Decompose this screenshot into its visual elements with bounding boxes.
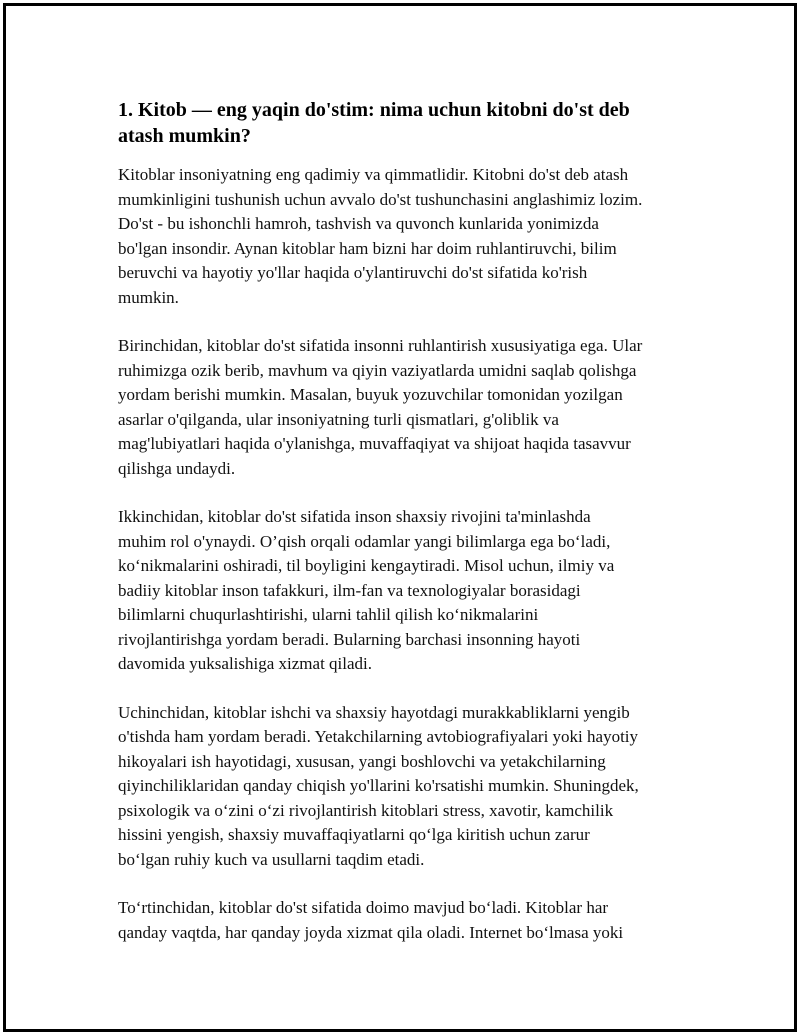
paragraph-line: bo‘lgan ruhiy kuch va usullarni taqdim etadi. [118, 849, 425, 869]
paragraph-line: bilimlarni chuqurlashtirishi, ularni tahlil qilish ko‘nikmalarini [118, 605, 539, 624]
paragraph-line: hikoyalari ish hayotidagi, xususan, yangi boshlovchi va yetakchilarning [118, 751, 606, 771]
paragraph-line: Do'st - bu ishonchli hamroh, tashvish va quvonch kunlarida yonimizda [118, 214, 599, 233]
paragraph-line: beruvchi va hayotiy yo'llar haqida o'ylantiruvchi do'st sifatida ko'rish [118, 263, 588, 282]
paragraph-line: rivojlantirishga yordam beradi. Bularning barchasi insonning hayoti [118, 629, 581, 649]
paragraph-line: To‘rtinchidan, kitoblar do'st sifatida doimo mavjud bo‘ladi. Kitoblar har [118, 898, 609, 917]
paragraph-line: hissini yengish, shaxsiy muvaffaqiyatlarni qo‘lga kiritish uchun zarur [118, 825, 590, 844]
paragraph-line: qilishga undaydi. [118, 458, 236, 478]
paragraph-line: yordam berishi mumkin. Masalan, buyuk yozuvchilar tomonidan yozilgan [118, 385, 623, 404]
paragraph-line: Kitoblar insoniyatning eng qadimiy va qimmatlidir. Kitobni do'st deb atash [118, 165, 629, 184]
paragraph-line: ruhimizga ozik berib, mavhum va qiyin vaziyatlarda umidni saqlab qolishga [118, 360, 637, 380]
paragraph-first-point [118, 334, 718, 481]
paragraph-line: psixologik va o‘zini o‘zi rivojlantirish kitoblari stress, xavotir, kamchilik [118, 800, 614, 820]
paragraph-line: bo'lgan insondir. Aynan kitoblar ham bizni har doim ruhlantiruvchi, bilim [118, 238, 617, 258]
paragraph-line: ko‘nikmalarini oshiradi, til boyligini kengaytiradi. Misol uchun, ilmiy va [118, 556, 615, 575]
page-frame [3, 3, 797, 1032]
heading-line: atash mumkin? [118, 125, 251, 147]
document-content [118, 97, 718, 969]
section-heading [118, 97, 718, 149]
heading-line: 1. Kitob — eng yaqin do'stim: nima uchun kitobni do'st deb [118, 99, 630, 121]
paragraph-line: Birinchidan, kitoblar do'st sifatida insonni ruhlantirish xususiyatiga ega. Ular [118, 336, 643, 355]
paragraph-fourth-point [118, 896, 718, 945]
paragraph-line: mumkin. [118, 287, 179, 307]
paragraph-third-point [118, 701, 718, 873]
paragraph-line: o'tishda ham yordam beradi. Yetakchilarning avtobiografiyalari yoki hayotiy [118, 727, 639, 746]
paragraph-intro [118, 163, 718, 310]
paragraph-line: mag'lubiyatlari haqida o'ylanishga, muvaffaqiyat va shijoat haqida tasavvur [118, 434, 631, 453]
paragraph-line: qiyinchiliklaridan qanday chiqish yo'llarini ko'rsatishi mumkin. Shuningdek, [118, 776, 639, 795]
paragraph-line: asarlar o'qilganda, ular insoniyatning turli qismatlari, g'oliblik va [118, 409, 559, 429]
paragraph-second-point [118, 505, 718, 677]
paragraph-line: qanday vaqtda, har qanday joyda xizmat qila oladi. Internet bo‘lmasa yoki [118, 922, 624, 942]
paragraph-line: Uchinchidan, kitoblar ishchi va shaxsiy hayotdagi murakkabliklarni yengib [118, 702, 630, 722]
paragraph-line: davomida yuksalishiga xizmat qiladi. [118, 654, 373, 673]
paragraph-line: badiiy kitoblar inson tafakkuri, ilm-fan va texnologiyalar borasidagi [118, 580, 581, 600]
paragraph-line: mumkinligini tushunish uchun avvalo do'st tushunchasini anglashimiz lozim. [118, 189, 643, 209]
paragraph-line: Ikkinchidan, kitoblar do'st sifatida inson shaxsiy rivojini ta'minlashda [118, 507, 591, 526]
paragraph-line: muhim rol o'ynaydi. O’qish orqali odamlar yangi bilimlarga ega bo‘ladi, [118, 531, 611, 551]
